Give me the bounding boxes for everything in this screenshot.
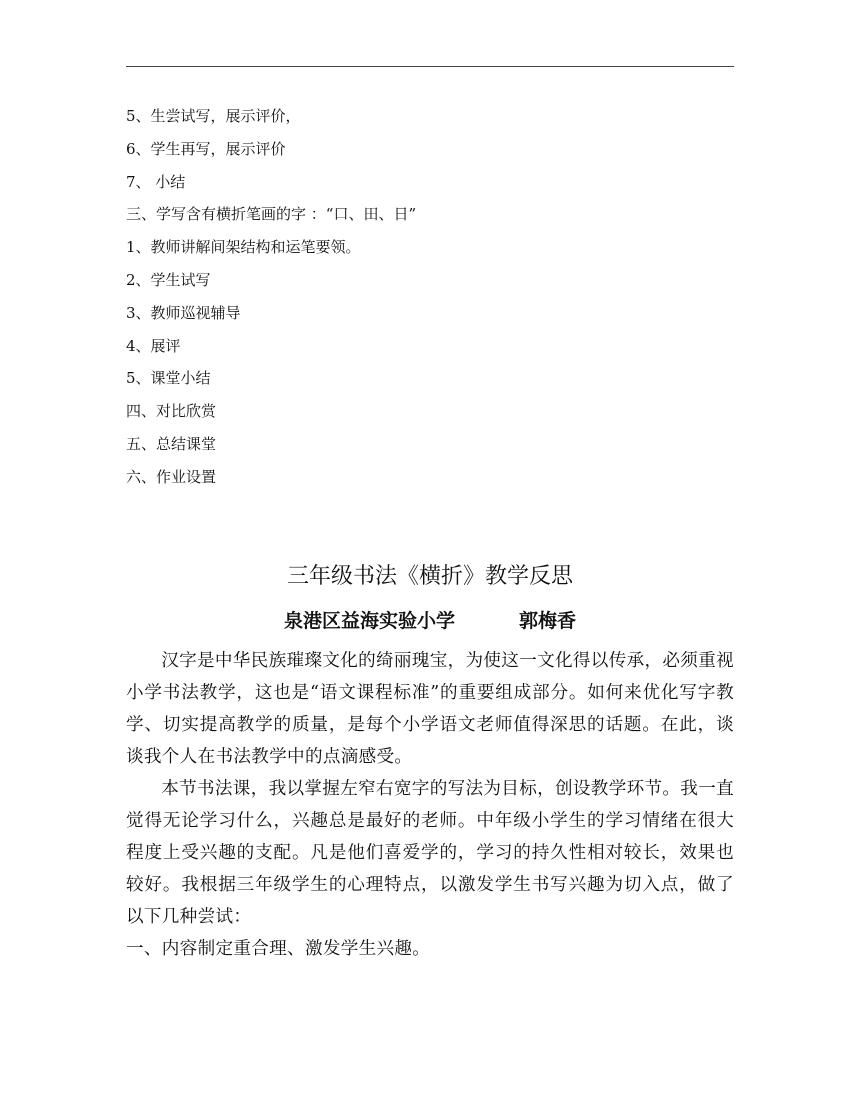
list-item: 7、 小结: [126, 172, 186, 191]
list-item: 3、教师巡视辅导: [126, 303, 241, 322]
paragraph: 汉字是中华民族璀璨文化的绮丽瑰宝，为使这一文化得以传承，必须重视小学书法教学，这也是“语文课程标准”的重要组成部分。如何来优化写字教学、切实提高教学的质量，是每个小学语文老师值得深思的话题。在此，谈谈我个人在书法教学中的点滴感受。: [126, 651, 734, 767]
list-item: 六、作业设置: [126, 467, 217, 486]
article-title: 三年级书法《横折》教学反思: [286, 564, 573, 589]
article-body: [126, 645, 734, 965]
header-rule: [126, 66, 734, 67]
section-heading: 一、内容制定重合理、激发学生兴趣。: [126, 939, 431, 959]
list-item: 四、对比欣赏: [126, 402, 217, 421]
list-item: 5、课堂小结: [126, 369, 211, 388]
list-item: 5、生尝试写，展示评价，: [126, 107, 301, 125]
school-name: 泉港区益海实验小学: [283, 610, 455, 632]
author-name: 郭梅香: [519, 610, 577, 632]
list-item: 4、展评: [126, 336, 181, 355]
lesson-steps-list: [126, 100, 734, 494]
list-item: 6、学生再写，展示评价: [126, 139, 286, 158]
paragraph: 本节书法课，我以掌握左窄右宽字的写法为目标，创设教学环节。我一直觉得无论学习什么，兴趣总是最好的老师。中年级小学生的学习情绪在很大程度上受兴趣的支配。凡是他们喜爱学的，学习的持久性相对较长，效果也较好。我根据三年级学生的心理特点，以激发学生书写兴趣为切入点，做了以下几种尝试：: [126, 779, 734, 927]
list-item: 三、学写含有横折笔画的字 ：“口、田、日”: [126, 205, 417, 224]
list-item: 五、总结课堂: [126, 434, 217, 453]
list-item: 1、教师讲解间架结构和运笔要领。: [126, 238, 361, 257]
list-item: 2、学生试写: [126, 270, 211, 289]
byline: [126, 606, 734, 636]
